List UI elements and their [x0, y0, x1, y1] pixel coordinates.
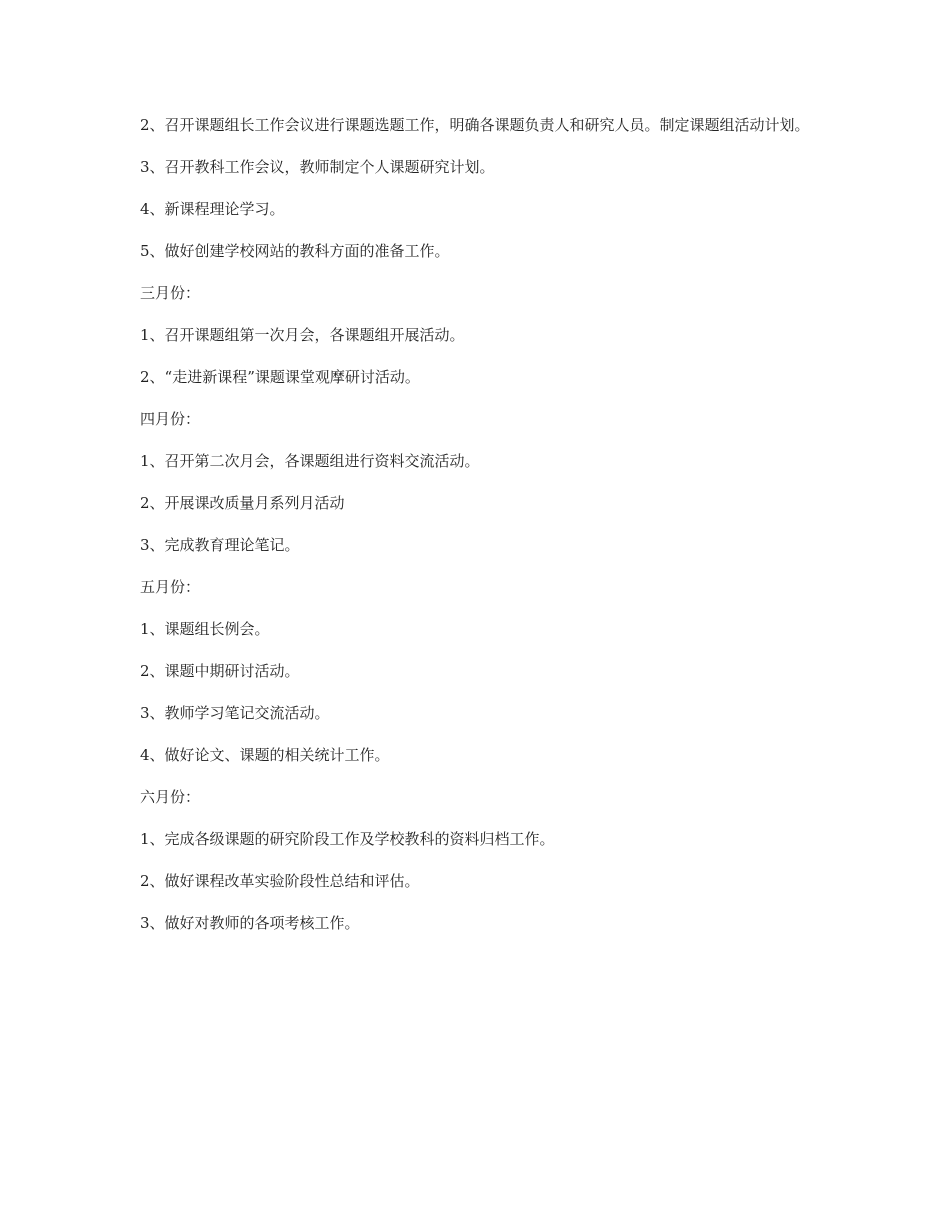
- paragraph: 3、召开教科工作会议，教师制定个人课题研究计划。: [140, 158, 495, 176]
- paragraph: 2、做好课程改革实验阶段性总结和评估。: [140, 872, 420, 890]
- paragraph: 1、召开课题组第一次月会，各课题组开展活动。: [140, 326, 465, 344]
- paragraph: 3、完成教育理论笔记。: [140, 536, 300, 554]
- paragraph: 1、完成各级课题的研究阶段工作及学校教科的资料归档工作。: [140, 830, 555, 848]
- paragraph: 2、课题中期研讨活动。: [140, 662, 300, 680]
- section-heading-march: 三月份：: [140, 284, 201, 302]
- section-heading-april: 四月份：: [140, 410, 201, 428]
- section-heading-june: 六月份：: [140, 788, 201, 806]
- paragraph: 2、召开课题组长工作会议进行课题选题工作，明确各课题负责人和研究人员。制定课题组活动计划。: [140, 116, 810, 134]
- paragraph: 3、做好对教师的各项考核工作。: [140, 914, 360, 932]
- paragraph: 2、开展课改质量月系列月活动: [140, 494, 345, 512]
- document-body: [140, 112, 810, 952]
- paragraph: 1、召开第二次月会，各课题组进行资料交流活动。: [140, 452, 480, 470]
- paragraph: 2、“走进新课程”课题课堂观摩研讨活动。: [140, 368, 420, 386]
- paragraph: 4、做好论文、课题的相关统计工作。: [140, 746, 390, 764]
- paragraph: 5、做好创建学校网站的教科方面的准备工作。: [140, 242, 450, 260]
- paragraph: 3、教师学习笔记交流活动。: [140, 704, 330, 722]
- paragraph: 1、课题组长例会。: [140, 620, 270, 638]
- paragraph: 4、新课程理论学习。: [140, 200, 285, 218]
- section-heading-may: 五月份：: [140, 578, 201, 596]
